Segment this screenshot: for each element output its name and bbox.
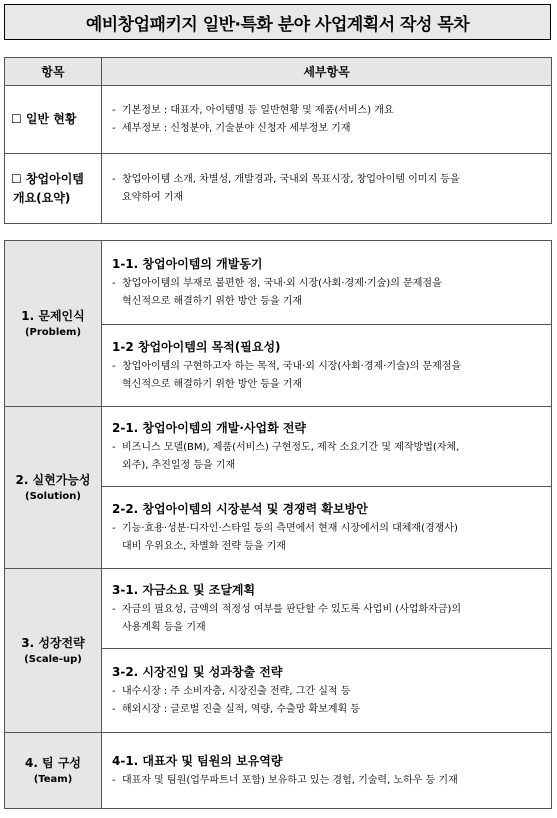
- bullet-item: - 기능·효용·성분·디자인·스타일 등의 측면에서 현재 시장에서의 대체재(경쟁사): [112, 522, 458, 534]
- sub-section: [102, 649, 552, 733]
- sub-section: [102, 733, 552, 809]
- category-scale-up: 3. 성장전략 (Scale-up): [5, 569, 102, 733]
- table-header-row: [5, 58, 552, 86]
- row-label-general: [5, 86, 102, 154]
- bullet-item: - 비즈니스 모델(BM), 제품(서비스) 구현정도, 제작 소요기간 및 제작방법(자체,: [112, 441, 460, 453]
- table-row: [5, 154, 552, 224]
- sub-section: 3-1. 자금소요 및 조달계획 - 자금의 필요성, 금액의 적정성 여부를 판단할 수 있도록 사업비 (사업화자금)의 사용계획 등을 기재: [102, 569, 552, 649]
- sub-heading: 3-1. 자금소요 및 조달계획: [112, 582, 256, 597]
- bullet-item: - 창업아이템 소개, 차별성, 개발경과, 국내외 목표시장, 창업아이템 이미지 등을: [112, 173, 460, 185]
- document-title: 예비창업패키지 일반·특화 분야 사업계획서 작성 목차: [4, 4, 551, 40]
- bullet-item: - 세부정보 : 신청분야, 기술분야 신청자 세부정보 기재: [112, 122, 351, 134]
- bullet-item: - 대표자 및 팀원(업무파트너 포함) 보유하고 있는 경험, 기술력, 노하우 등 기재: [112, 774, 458, 786]
- sub-heading: 1-1. 창업아이템의 개발동기: [112, 256, 263, 271]
- sub-section: 2-1. 창업아이템의 개발·사업화 전략 - 비즈니스 모델(BM), 제품(서비스) 구현정도, 제작 소요기간 및 제작방법(자체, 외주), 추진일정 등을 기재: [102, 407, 552, 487]
- row-label-text: ☐ 일반 현황: [11, 112, 77, 126]
- header-item: 항목: [5, 58, 102, 86]
- category-solution: 2. 실현가능성 (Solution): [5, 407, 102, 569]
- table-row: [5, 86, 552, 154]
- row-detail-general: [102, 86, 552, 154]
- sub-heading: 2-1. 창업아이템의 개발·사업화 전략: [112, 420, 307, 435]
- overview-table: [4, 57, 552, 224]
- table-row: [5, 569, 552, 649]
- bullet-item: - 기본정보 : 대표자, 아이템명 등 일반현황 및 제품(서비스) 개요: [112, 104, 394, 116]
- sub-heading: 4-1. 대표자 및 팀원의 보유역량: [112, 753, 283, 768]
- sub-section: 1-1. 창업아이템의 개발동기 - 창업아이템의 부재로 불편한 점, 국내·외 시장(사회·경제·기술)의 문제점을 혁신적으로 해결하기 위한 방안 등을 기재: [102, 241, 552, 325]
- sub-section: 1-2 창업아이템의 목적(필요성) - 창업아이템의 구현하고자 하는 목적, 국내·외 시장(사회·경제·기술)의 문제점을 혁신적으로 해결하기 위한 방안 등을 기재: [102, 325, 552, 407]
- table-row: [5, 407, 552, 487]
- header-detail: 세부항목: [102, 58, 552, 86]
- sub-section: 2-2. 창업아이템의 시장분석 및 경쟁력 확보방안 - 기능·효용·성분·디자인·스타일 등의 측면에서 현재 시장에서의 대체재(경쟁사) 대비 우위요소, 차별화 전략 등을 기재: [102, 487, 552, 569]
- table-row: [5, 733, 552, 809]
- sub-heading: 2-2. 창업아이템의 시장분석 및 경쟁력 확보방안: [112, 501, 368, 516]
- bullet-item: - 자금의 필요성, 금액의 적정성 여부를 판단할 수 있도록 사업비 (사업화자금)의: [112, 603, 462, 615]
- category-team: 4. 팀 구성 (Team): [5, 733, 102, 809]
- category-problem: 1. 문제인식 (Problem): [5, 241, 102, 407]
- table-row: [5, 241, 552, 325]
- row-detail-item-summary: - 창업아이템 소개, 차별성, 개발경과, 국내외 목표시장, 창업아이템 이미지 등을 요약하여 기재: [102, 154, 552, 224]
- row-label-item-summary: ☐ 창업아이템 개요(요약): [5, 154, 102, 224]
- bullet-item: - 창업아이템의 구현하고자 하는 목적, 국내·외 시장(사회·경제·기술)의 문제점을: [112, 360, 462, 372]
- bullet-item: - 내수시장 : 주 소비자층, 시장진출 전략, 그간 실적 등: [112, 685, 351, 697]
- sub-heading: 3-2. 시장진입 및 성과창출 전략: [112, 664, 283, 679]
- bullet-item: - 해외시장 : 글로벌 진출 실적, 역량, 수출망 확보계획 등: [112, 703, 361, 715]
- bullet-item: - 창업아이템의 부재로 불편한 점, 국내·외 시장(사회·경제·기술)의 문제점을: [112, 277, 442, 289]
- plan-table: [4, 240, 552, 809]
- sub-heading: 1-2 창업아이템의 목적(필요성): [112, 339, 281, 354]
